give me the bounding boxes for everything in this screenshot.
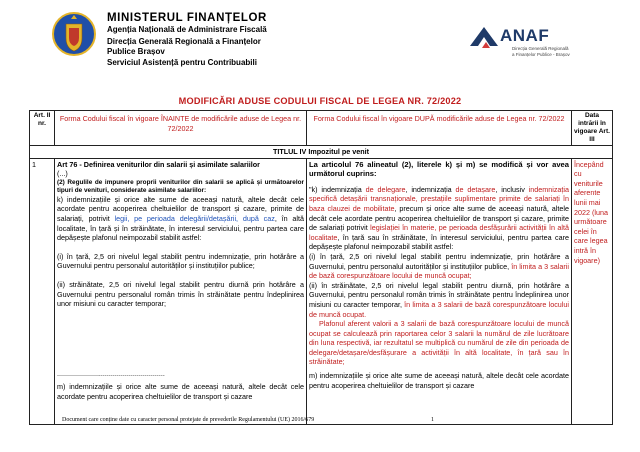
before-dots: ...................................................... bbox=[57, 368, 165, 378]
after-k-red-2: de detașare bbox=[455, 184, 496, 194]
after-letter-k bbox=[309, 185, 569, 252]
after-k-red-4: legislației în materie, pe perioada desfășurării activității în altă localitate bbox=[309, 223, 570, 242]
effective-date-text: Începând cu veniturile aferente lunii mai 2022 (luna următoare celei în care legea intră în vigoare) bbox=[574, 159, 608, 265]
header-article-no: Art. II nr. bbox=[30, 111, 55, 146]
after-ii-red: în limita a 3 salarii de bază corespunzătoare locului de muncă ocupat. bbox=[309, 299, 569, 319]
anaf-logo-icon bbox=[468, 24, 500, 50]
directorate-line-2: Publice Brașov bbox=[107, 47, 165, 57]
document-title: MODIFICĂRI ADUSE CODULUI FISCAL DE LEGEA NR. 72/2022 bbox=[178, 96, 462, 106]
table-row bbox=[30, 158, 613, 424]
before-k-part-2: , în altă localitate, în țară și în străinătate, în interesul serviciului, pentru partea care depășește plafonul neimpozabil stabilit astfel: bbox=[57, 213, 304, 243]
after-i-text: (i) în țară, 2,5 ori nivelul legal stabilit pentru indemnizație, prin hotărâre a Guvernului, pentru personalul autorităților și instituțiilor publice, bbox=[309, 251, 569, 271]
after-ii-text: (ii) în străinătate, 2,5 ori nivelul legal stabilit pentru diurnă, prin hotărâre a Guvernului, pentru personalul român trimis în străinătate pentru îndeplinirea unor misiuni cu caracter temporar, bbox=[309, 280, 569, 309]
after-k-red-1: de delegare bbox=[365, 184, 406, 194]
before-letter-m: m) indemnizațiile și orice alte sume de aceeași natură, altele decât cele acordate pentru acoperirea cheltuielilor de transport și cazare bbox=[57, 382, 304, 401]
after-k-part-2: , indemnizația bbox=[405, 184, 456, 194]
anaf-logo-text: ANAF bbox=[500, 26, 550, 45]
after-item-i bbox=[309, 252, 569, 281]
anaf-subtitle-line-1: Direcția Generală Regională bbox=[512, 46, 569, 51]
before-text-cell bbox=[55, 158, 307, 424]
header-text bbox=[107, 12, 267, 68]
service-name: Serviciul Asistență pentru Contribuabili bbox=[107, 57, 257, 67]
header-after-text: Forma Codului fiscal în vigoare DUPĂ modificările aduse de Legea nr. 72/2022 bbox=[313, 114, 565, 123]
header-effective-date: Data intrării în vigoare Art. III bbox=[572, 111, 613, 146]
ministry-name: MINISTERUL FINANȚELOR bbox=[107, 12, 267, 24]
header-after bbox=[307, 111, 572, 146]
before-letter-k bbox=[57, 195, 304, 243]
after-k-red-3: indemnizația specifică detașării transnaționale, prestațiile suplimentare primite de salariați în baza clauzei de mobilitate bbox=[309, 184, 570, 213]
before-k-part-1: k) indemnizațiile și orice alte sume de aceeași natură, altele decât cele acordate pentru acoperirea cheltuielilor de transport și cazare, primite de salariați, potrivit bbox=[57, 194, 304, 223]
table-header-row bbox=[30, 111, 613, 146]
romanian-coat-of-arms-icon bbox=[52, 10, 96, 60]
section-title: TITLUL IV Impozitul pe venit bbox=[30, 146, 613, 159]
after-k-part-4: , precum și orice alte sume de aceeași natură, altele decât cele acordate pentru acoperirea cheltuielilor de transport și cazare, primite de salariați potrivit bbox=[309, 203, 569, 233]
after-intro: La articolul 76 alineatul (2), literele k) și m) se modifică și vor avea următorul cuprins: bbox=[309, 159, 569, 179]
after-plafon: Plafonul aferent valorii a 3 salarii de bază corespunzătoare locului de muncă ocupat se calculează prin raportarea celor 3 salarii la numărul de zile lucrătoare din luna respectivă, iar rezultatul se multiplică cu numărul de zile din perioada de delegare/detașare/desfășurare a activității în altă localitate, în țară sau în străinătate; bbox=[309, 319, 569, 367]
before-paragraph-2: (2) Regulile de impunere proprii veniturilor din salarii se aplică și următoarelor tipuri de venituri, considerate asimilate salariilor: bbox=[57, 178, 304, 194]
before-item-i: (i) în țară, 2,5 ori nivelul legal stabilit pentru indemnizație, prin hotărâre a Guvernului pentru personalul autorităților și instituțiilor publice; bbox=[57, 251, 304, 271]
comparison-table bbox=[29, 110, 613, 425]
footer-note: Document care conține date cu caracter personal protejate de prevederile Regulamentului (UE) 2016/679 bbox=[62, 417, 315, 423]
agency-name: Agenția Națională de Administrare Fiscală bbox=[107, 25, 267, 34]
after-i-red: în limita a 3 salarii de bază corespunzătoare locului de muncă ocupat; bbox=[309, 261, 569, 281]
after-k-part-5: , în țară sau în străinătate, în interesul serviciului, pentru partea care depășește plafonul neimpozabil stabilit astfel: bbox=[309, 232, 569, 252]
row-number: 1 bbox=[30, 158, 55, 424]
after-item-ii bbox=[309, 281, 569, 319]
after-k-part-3: , inclusiv bbox=[495, 184, 529, 194]
before-article-title: Art 76 - Definirea veniturilor din salarii și asimilate salariilor bbox=[57, 159, 260, 169]
effective-date-cell bbox=[572, 158, 613, 424]
before-k-highlight: legii, pe perioada delegării/detașării, după caz bbox=[114, 213, 275, 223]
section-row bbox=[30, 146, 613, 159]
header-before: Forma Codului fiscal în vigoare ÎNAINTE de modificările aduse de Legea nr. 72/2022 bbox=[55, 111, 307, 146]
anaf-subtitle bbox=[512, 46, 570, 57]
after-k-part-1: "k) indemnizația bbox=[309, 184, 366, 194]
after-letter-m: m) indemnizațiile și orice alte sume de aceeași natură, altele decât cele acordate pentru acoperirea cheltuielilor de transport și cazare bbox=[309, 371, 569, 390]
after-text-cell bbox=[307, 158, 572, 424]
anaf-subtitle-line-2: a Finanțelor Publice - Brașov bbox=[512, 51, 570, 57]
before-item-ii: (ii) străinătate, 2,5 ori nivelul legal stabilit pentru diurnă prin hotărâre a Guvernului pentru personalul român trimis în străinătate pentru îndeplinirea unor misiuni cu caracter temporar; bbox=[57, 279, 304, 309]
before-ellipsis: (...) bbox=[57, 169, 68, 179]
page-number: 1 bbox=[431, 417, 434, 423]
directorate-line-1: Direcția Generală Regională a Finanțelor bbox=[107, 37, 261, 47]
